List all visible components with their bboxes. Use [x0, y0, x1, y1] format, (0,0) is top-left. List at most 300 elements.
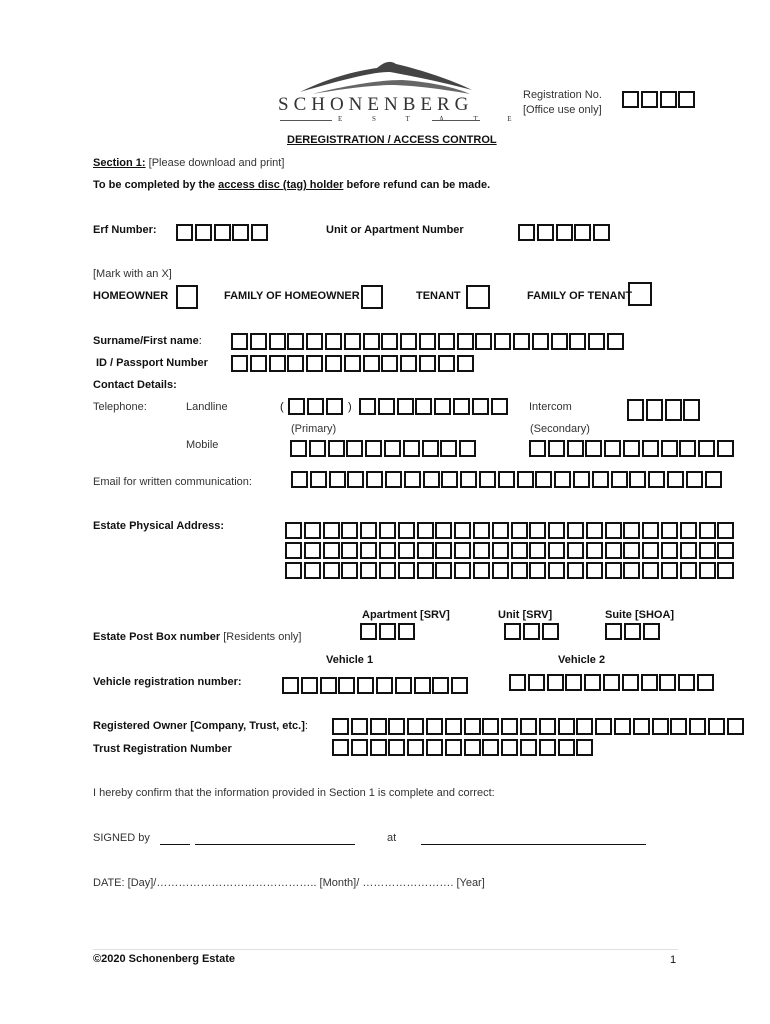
char-box[interactable]: [306, 333, 323, 350]
char-box[interactable]: [251, 224, 268, 241]
char-box[interactable]: [623, 522, 640, 539]
char-box[interactable]: [346, 440, 363, 457]
char-box[interactable]: [301, 677, 318, 694]
char-box[interactable]: [558, 718, 575, 735]
family-homeowner-label: FAMILY OF HOMEOWNER: [224, 290, 360, 302]
char-box[interactable]: [347, 471, 364, 488]
char-box[interactable]: [417, 562, 434, 579]
char-box[interactable]: [576, 718, 593, 735]
char-box: [678, 91, 695, 108]
char-box[interactable]: [573, 471, 590, 488]
char-box[interactable]: [699, 522, 716, 539]
apartment-srv-boxes[interactable]: [360, 623, 416, 640]
char-box[interactable]: [567, 522, 584, 539]
char-box[interactable]: [627, 399, 644, 421]
char-box[interactable]: [607, 333, 624, 350]
char-box[interactable]: [611, 471, 628, 488]
email-boxes[interactable]: [291, 471, 723, 488]
char-box[interactable]: [285, 542, 302, 559]
landline-number-boxes[interactable]: [359, 398, 509, 415]
char-box[interactable]: [633, 718, 650, 735]
erf-number-boxes[interactable]: [176, 224, 270, 241]
char-box[interactable]: [414, 677, 431, 694]
char-box[interactable]: [648, 471, 665, 488]
surname-colon: :: [198, 335, 202, 347]
char-box[interactable]: [438, 355, 455, 372]
char-box[interactable]: [360, 623, 377, 640]
char-box[interactable]: [287, 355, 304, 372]
char-box[interactable]: [585, 440, 602, 457]
char-box[interactable]: [457, 355, 474, 372]
char-box[interactable]: [511, 562, 528, 579]
id-passport-label: ID / Passport Number: [96, 357, 208, 369]
estate-address-row-3[interactable]: [285, 562, 736, 579]
surname-boxes[interactable]: [231, 333, 626, 350]
date-line: DATE: [Day]/…………………………………….. [Month]/ ……………………. [Year]: [93, 877, 485, 889]
footer-divider: [93, 949, 678, 950]
char-box[interactable]: [329, 471, 346, 488]
char-box[interactable]: [548, 440, 565, 457]
char-box[interactable]: [520, 739, 537, 756]
char-box[interactable]: [565, 674, 582, 691]
char-box[interactable]: [593, 224, 610, 241]
surname-label-text: Surname/First name: [93, 335, 199, 347]
char-box[interactable]: [435, 562, 452, 579]
char-box[interactable]: [326, 398, 343, 415]
char-box[interactable]: [453, 398, 470, 415]
char-box[interactable]: [699, 562, 716, 579]
landline-paren-close: ): [348, 401, 352, 413]
char-box[interactable]: [365, 440, 382, 457]
char-box[interactable]: [482, 739, 499, 756]
page-number: 1: [670, 954, 677, 966]
confirmation-statement: I hereby confirm that the information provided in Section 1 is complete and correct:: [93, 787, 495, 799]
char-box[interactable]: [323, 522, 340, 539]
char-box[interactable]: [309, 440, 326, 457]
char-box[interactable]: [320, 677, 337, 694]
char-box[interactable]: [494, 333, 511, 350]
char-box[interactable]: [569, 333, 586, 350]
post-box-label-text: Estate Post Box number: [93, 631, 221, 643]
reg-no-boxes: [622, 91, 697, 108]
signed-by-line-short[interactable]: [160, 844, 190, 845]
char-box[interactable]: [395, 677, 412, 694]
char-box[interactable]: [351, 739, 368, 756]
estate-address-row-2[interactable]: [285, 542, 736, 559]
char-box[interactable]: [285, 562, 302, 579]
char-box[interactable]: [605, 522, 622, 539]
at-line[interactable]: [421, 844, 646, 845]
char-box[interactable]: [520, 718, 537, 735]
char-box[interactable]: [539, 718, 556, 735]
char-box[interactable]: [407, 739, 424, 756]
char-box[interactable]: [643, 623, 660, 640]
char-box[interactable]: [586, 522, 603, 539]
char-box[interactable]: [397, 398, 414, 415]
char-box[interactable]: [370, 718, 387, 735]
char-box[interactable]: [398, 562, 415, 579]
char-box[interactable]: [419, 333, 436, 350]
mark-with-x-note: [Mark with an X]: [93, 268, 172, 280]
unit-apartment-label: Unit or Apartment Number: [326, 224, 464, 236]
char-box[interactable]: [288, 398, 305, 415]
char-box[interactable]: [504, 623, 521, 640]
char-box[interactable]: [576, 739, 593, 756]
char-box[interactable]: [325, 355, 342, 372]
char-box[interactable]: [567, 542, 584, 559]
char-box[interactable]: [426, 718, 443, 735]
char-box[interactable]: [385, 471, 402, 488]
char-box[interactable]: [341, 522, 358, 539]
char-box[interactable]: [532, 333, 549, 350]
char-box[interactable]: [445, 739, 462, 756]
char-box[interactable]: [344, 333, 361, 350]
char-box[interactable]: [417, 522, 434, 539]
logo-sub: E S T A T E: [338, 115, 526, 123]
char-box[interactable]: [479, 471, 496, 488]
signed-by-line[interactable]: [195, 844, 355, 845]
char-box[interactable]: [370, 739, 387, 756]
char-box[interactable]: [686, 471, 703, 488]
char-box[interactable]: [398, 623, 415, 640]
char-box[interactable]: [232, 224, 249, 241]
trust-reg-boxes[interactable]: [332, 739, 595, 756]
char-box[interactable]: [567, 440, 584, 457]
intercom-boxes[interactable]: [627, 399, 702, 421]
char-box[interactable]: [384, 440, 401, 457]
char-box[interactable]: [605, 623, 622, 640]
mobile-primary-boxes[interactable]: [290, 440, 478, 457]
char-box[interactable]: [529, 562, 546, 579]
char-box[interactable]: [214, 224, 231, 241]
char-box[interactable]: [475, 333, 492, 350]
char-box[interactable]: [680, 522, 697, 539]
char-box[interactable]: [548, 542, 565, 559]
char-box[interactable]: [357, 677, 374, 694]
char-box[interactable]: [231, 333, 248, 350]
char-box[interactable]: [670, 718, 687, 735]
vehicle2-reg-boxes[interactable]: [509, 674, 716, 691]
char-box[interactable]: [624, 623, 641, 640]
mobile-label: Mobile: [186, 439, 219, 451]
char-box[interactable]: [269, 355, 286, 372]
registered-owner-boxes[interactable]: [332, 718, 746, 735]
char-box[interactable]: [472, 398, 489, 415]
char-box[interactable]: [605, 542, 622, 559]
char-box[interactable]: [464, 718, 481, 735]
char-box[interactable]: [678, 674, 695, 691]
char-box[interactable]: [642, 522, 659, 539]
char-box[interactable]: [556, 224, 573, 241]
char-box[interactable]: [344, 355, 361, 372]
char-box[interactable]: [360, 562, 377, 579]
char-box[interactable]: [351, 718, 368, 735]
char-box[interactable]: [661, 542, 678, 559]
char-box[interactable]: [363, 333, 380, 350]
char-box[interactable]: [680, 562, 697, 579]
char-box[interactable]: [378, 398, 395, 415]
char-box[interactable]: [366, 471, 383, 488]
char-box[interactable]: [195, 224, 212, 241]
char-box[interactable]: [699, 542, 716, 559]
char-box[interactable]: [440, 440, 457, 457]
char-box[interactable]: [310, 471, 327, 488]
char-box[interactable]: [511, 522, 528, 539]
char-box[interactable]: [661, 522, 678, 539]
char-box[interactable]: [287, 333, 304, 350]
char-box[interactable]: [492, 522, 509, 539]
char-box[interactable]: [529, 542, 546, 559]
char-box[interactable]: [381, 333, 398, 350]
estate-address-row-1[interactable]: [285, 522, 736, 539]
char-box[interactable]: [415, 398, 432, 415]
char-box[interactable]: [341, 562, 358, 579]
char-box[interactable]: [454, 522, 471, 539]
char-box[interactable]: [332, 739, 349, 756]
char-box[interactable]: [398, 542, 415, 559]
char-box[interactable]: [501, 739, 518, 756]
char-box[interactable]: [482, 718, 499, 735]
char-box[interactable]: [323, 562, 340, 579]
char-box[interactable]: [435, 522, 452, 539]
char-box[interactable]: [642, 542, 659, 559]
char-box[interactable]: [379, 623, 396, 640]
section-note: [Please download and print]: [148, 157, 285, 169]
char-box[interactable]: [441, 471, 458, 488]
vehicle1-reg-boxes[interactable]: [282, 677, 470, 694]
char-box[interactable]: [683, 399, 700, 421]
char-box[interactable]: [359, 398, 376, 415]
char-box[interactable]: [435, 542, 452, 559]
char-box[interactable]: [659, 674, 676, 691]
char-box[interactable]: [388, 739, 405, 756]
char-box[interactable]: [459, 440, 476, 457]
char-box[interactable]: [542, 623, 559, 640]
char-box[interactable]: [250, 333, 267, 350]
char-box[interactable]: [529, 522, 546, 539]
char-box[interactable]: [231, 355, 248, 372]
char-box[interactable]: [623, 562, 640, 579]
char-box[interactable]: [517, 471, 534, 488]
char-box[interactable]: [623, 440, 640, 457]
post-box-note: [Residents only]: [223, 631, 302, 643]
char-box[interactable]: [567, 562, 584, 579]
char-box[interactable]: [454, 542, 471, 559]
char-box[interactable]: [595, 718, 612, 735]
char-box[interactable]: [605, 562, 622, 579]
registered-owner-label: [93, 720, 308, 733]
char-box[interactable]: [652, 718, 669, 735]
char-box[interactable]: [558, 739, 575, 756]
char-box[interactable]: [332, 718, 349, 735]
trust-reg-label: Trust Registration Number: [93, 743, 232, 755]
homeowner-checkbox[interactable]: [176, 285, 198, 309]
tenant-checkbox[interactable]: [466, 285, 490, 309]
char-box[interactable]: [381, 355, 398, 372]
char-box[interactable]: [586, 562, 603, 579]
landline-paren-open: (: [280, 401, 284, 413]
suite-shoa-boxes[interactable]: [605, 623, 661, 640]
char-box[interactable]: [665, 399, 682, 421]
char-box[interactable]: [304, 562, 321, 579]
char-box[interactable]: [689, 718, 706, 735]
family-homeowner-checkbox[interactable]: [361, 285, 383, 309]
char-box[interactable]: [642, 440, 659, 457]
char-box[interactable]: [434, 398, 451, 415]
char-box[interactable]: [379, 522, 396, 539]
char-box[interactable]: [341, 542, 358, 559]
char-box[interactable]: [404, 471, 421, 488]
char-box[interactable]: [269, 333, 286, 350]
char-box[interactable]: [360, 542, 377, 559]
char-box[interactable]: [547, 674, 564, 691]
char-box[interactable]: [513, 333, 530, 350]
char-box[interactable]: [306, 355, 323, 372]
char-box[interactable]: [379, 562, 396, 579]
char-box[interactable]: [403, 440, 420, 457]
char-box[interactable]: [290, 440, 307, 457]
char-box[interactable]: [717, 522, 734, 539]
char-box[interactable]: [604, 440, 621, 457]
landline-area-code-boxes[interactable]: [288, 398, 344, 415]
char-box[interactable]: [376, 677, 393, 694]
char-box[interactable]: [398, 522, 415, 539]
vehicle1-label: Vehicle 1: [326, 654, 374, 666]
char-box[interactable]: [603, 674, 620, 691]
char-box[interactable]: [457, 333, 474, 350]
char-box[interactable]: [727, 718, 744, 735]
unit-srv-boxes[interactable]: [504, 623, 560, 640]
char-box[interactable]: [473, 542, 490, 559]
registered-owner-colon: :: [304, 720, 308, 732]
char-box[interactable]: [454, 562, 471, 579]
char-box[interactable]: [717, 440, 734, 457]
reg-no-note: [Office use only]: [523, 104, 602, 116]
char-box[interactable]: [432, 677, 449, 694]
char-box[interactable]: [717, 542, 734, 559]
char-box[interactable]: [574, 224, 591, 241]
char-box[interactable]: [629, 471, 646, 488]
char-box: [622, 91, 639, 108]
char-box[interactable]: [451, 677, 468, 694]
char-box[interactable]: [473, 562, 490, 579]
char-box[interactable]: [363, 355, 380, 372]
char-box[interactable]: [328, 440, 345, 457]
char-box[interactable]: [250, 355, 267, 372]
char-box[interactable]: [417, 542, 434, 559]
char-box[interactable]: [539, 739, 556, 756]
char-box[interactable]: [426, 739, 443, 756]
char-box[interactable]: [511, 542, 528, 559]
id-passport-boxes[interactable]: [231, 355, 475, 372]
char-box[interactable]: [551, 333, 568, 350]
char-box[interactable]: [697, 674, 714, 691]
char-box[interactable]: [646, 399, 663, 421]
char-box[interactable]: [509, 674, 526, 691]
char-box[interactable]: [554, 471, 571, 488]
char-box[interactable]: [379, 542, 396, 559]
char-box[interactable]: [498, 471, 515, 488]
char-box[interactable]: [388, 718, 405, 735]
char-box[interactable]: [586, 542, 603, 559]
char-box[interactable]: [528, 674, 545, 691]
char-box[interactable]: [708, 718, 725, 735]
char-box[interactable]: [291, 471, 308, 488]
section-instruction: [93, 179, 490, 192]
char-box[interactable]: [422, 440, 439, 457]
char-box[interactable]: [717, 562, 734, 579]
homeowner-label: HOMEOWNER: [93, 290, 169, 302]
char-box[interactable]: [445, 718, 462, 735]
char-box[interactable]: [588, 333, 605, 350]
char-box[interactable]: [698, 440, 715, 457]
char-box[interactable]: [407, 718, 424, 735]
char-box[interactable]: [464, 739, 481, 756]
char-box[interactable]: [307, 398, 324, 415]
char-box[interactable]: [473, 522, 490, 539]
char-box[interactable]: [680, 542, 697, 559]
char-box[interactable]: [323, 542, 340, 559]
char-box[interactable]: [584, 674, 601, 691]
char-box[interactable]: [438, 333, 455, 350]
char-box[interactable]: [679, 440, 696, 457]
char-box[interactable]: [622, 674, 639, 691]
char-box[interactable]: [537, 224, 554, 241]
family-tenant-checkbox[interactable]: [628, 282, 652, 306]
char-box[interactable]: [705, 471, 722, 488]
footer-copyright: ©2020 Schonenberg Estate: [93, 953, 235, 965]
char-box[interactable]: [661, 562, 678, 579]
char-box[interactable]: [400, 333, 417, 350]
char-box[interactable]: [491, 398, 508, 415]
tenant-label: TENANT: [416, 290, 461, 302]
char-box[interactable]: [360, 522, 377, 539]
char-box[interactable]: [523, 623, 540, 640]
char-box[interactable]: [623, 542, 640, 559]
char-box[interactable]: [176, 224, 193, 241]
char-box[interactable]: [614, 718, 631, 735]
char-box[interactable]: [304, 542, 321, 559]
char-box[interactable]: [419, 355, 436, 372]
char-box[interactable]: [535, 471, 552, 488]
erf-number-label: Erf Number:: [93, 224, 157, 236]
char-box[interactable]: [548, 522, 565, 539]
char-box[interactable]: [529, 440, 546, 457]
char-box[interactable]: [667, 471, 684, 488]
char-box[interactable]: [492, 562, 509, 579]
char-box[interactable]: [518, 224, 535, 241]
char-box[interactable]: [400, 355, 417, 372]
char-box[interactable]: [460, 471, 477, 488]
char-box[interactable]: [641, 674, 658, 691]
char-box[interactable]: [423, 471, 440, 488]
char-box[interactable]: [661, 440, 678, 457]
char-box[interactable]: [501, 718, 518, 735]
char-box[interactable]: [338, 677, 355, 694]
char-box[interactable]: [285, 522, 302, 539]
char-box[interactable]: [548, 562, 565, 579]
char-box[interactable]: [592, 471, 609, 488]
vehicle-reg-label: Vehicle registration number:: [93, 676, 242, 688]
char-box[interactable]: [325, 333, 342, 350]
char-box[interactable]: [304, 522, 321, 539]
char-box[interactable]: [282, 677, 299, 694]
unit-apartment-boxes[interactable]: [518, 224, 612, 241]
suite-shoa-label: Suite [SHOA]: [605, 609, 675, 621]
mobile-secondary-boxes[interactable]: [529, 440, 736, 457]
char-box[interactable]: [492, 542, 509, 559]
char-box[interactable]: [642, 562, 659, 579]
